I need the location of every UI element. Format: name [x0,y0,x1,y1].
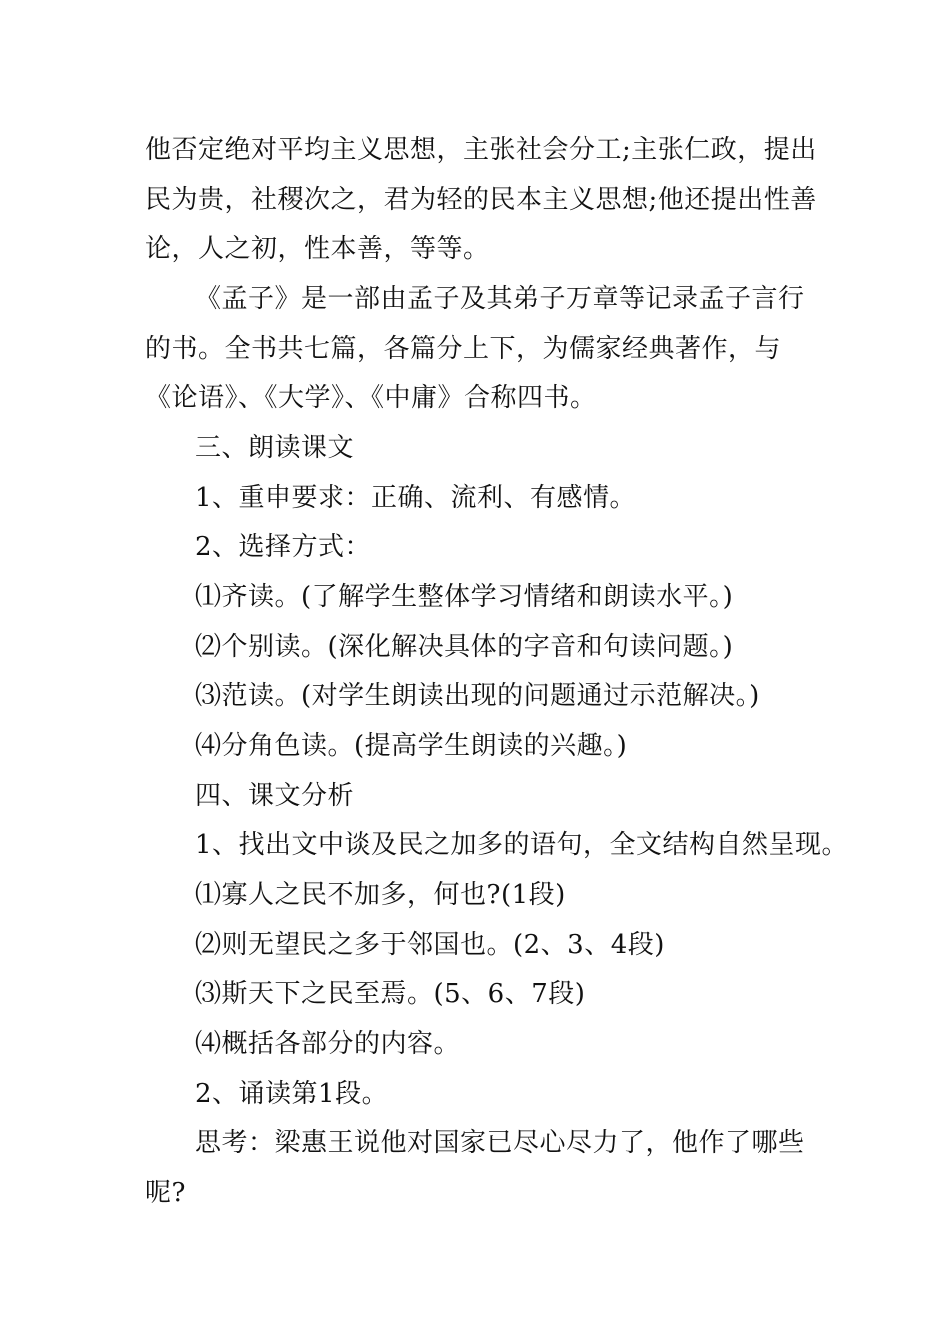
paragraph-line: 他否定绝对平均主义思想，主张社会分工;主张仁政，提出 [145,135,817,165]
list-item: ⑷分角色读。(提高学生朗读的兴趣。) [195,731,628,761]
paragraph-line: 的书。全书共七篇，各篇分上下，为儒家经典著作，与 [145,334,782,364]
list-item: 1、重申要求：正确、流利、有感情。 [195,483,637,513]
list-item: 2、选择方式： [195,532,372,562]
list-item: ⑶范读。(对学生朗读出现的问题通过示范解决。) [195,681,760,711]
list-item: ⑷概括各部分的内容。 [195,1029,461,1059]
paragraph-line: 思考：梁惠王说他对国家已尽心尽力了，他作了哪些 [195,1128,805,1158]
paragraph-line: 民为贵，社稷次之，君为轻的民本主义思想;他还提出性善 [145,185,817,215]
list-item: 2、诵读第1段。 [195,1079,389,1109]
paragraph-line: 论，人之初，性本善，等等。 [145,234,490,264]
paragraph-line: 呢? [145,1178,186,1208]
section-heading: 三、朗读课文 [195,433,355,463]
paragraph-line: 《论语》、《大学》、《中庸》合称四书。 [145,383,597,413]
list-item: ⑶斯天下之民至焉。(5、6、7段) [195,979,586,1009]
list-item: ⑵则无望民之多于邻国也。(2、3、4段) [195,930,665,960]
paragraph-line: 《孟子》是一部由孟子及其弟子万章等记录孟子言行 [195,284,805,314]
list-item: 1、找出文中谈及民之加多的语句，全文结构自然呈现。 [195,830,849,860]
list-item: ⑴寡人之民不加多，何也?(1段) [195,880,566,910]
list-item: ⑵个别读。(深化解决具体的字音和句读问题。) [195,632,734,662]
section-heading: 四、课文分析 [195,781,355,811]
list-item: ⑴齐读。(了解学生整体学习情绪和朗读水平。) [195,582,734,612]
